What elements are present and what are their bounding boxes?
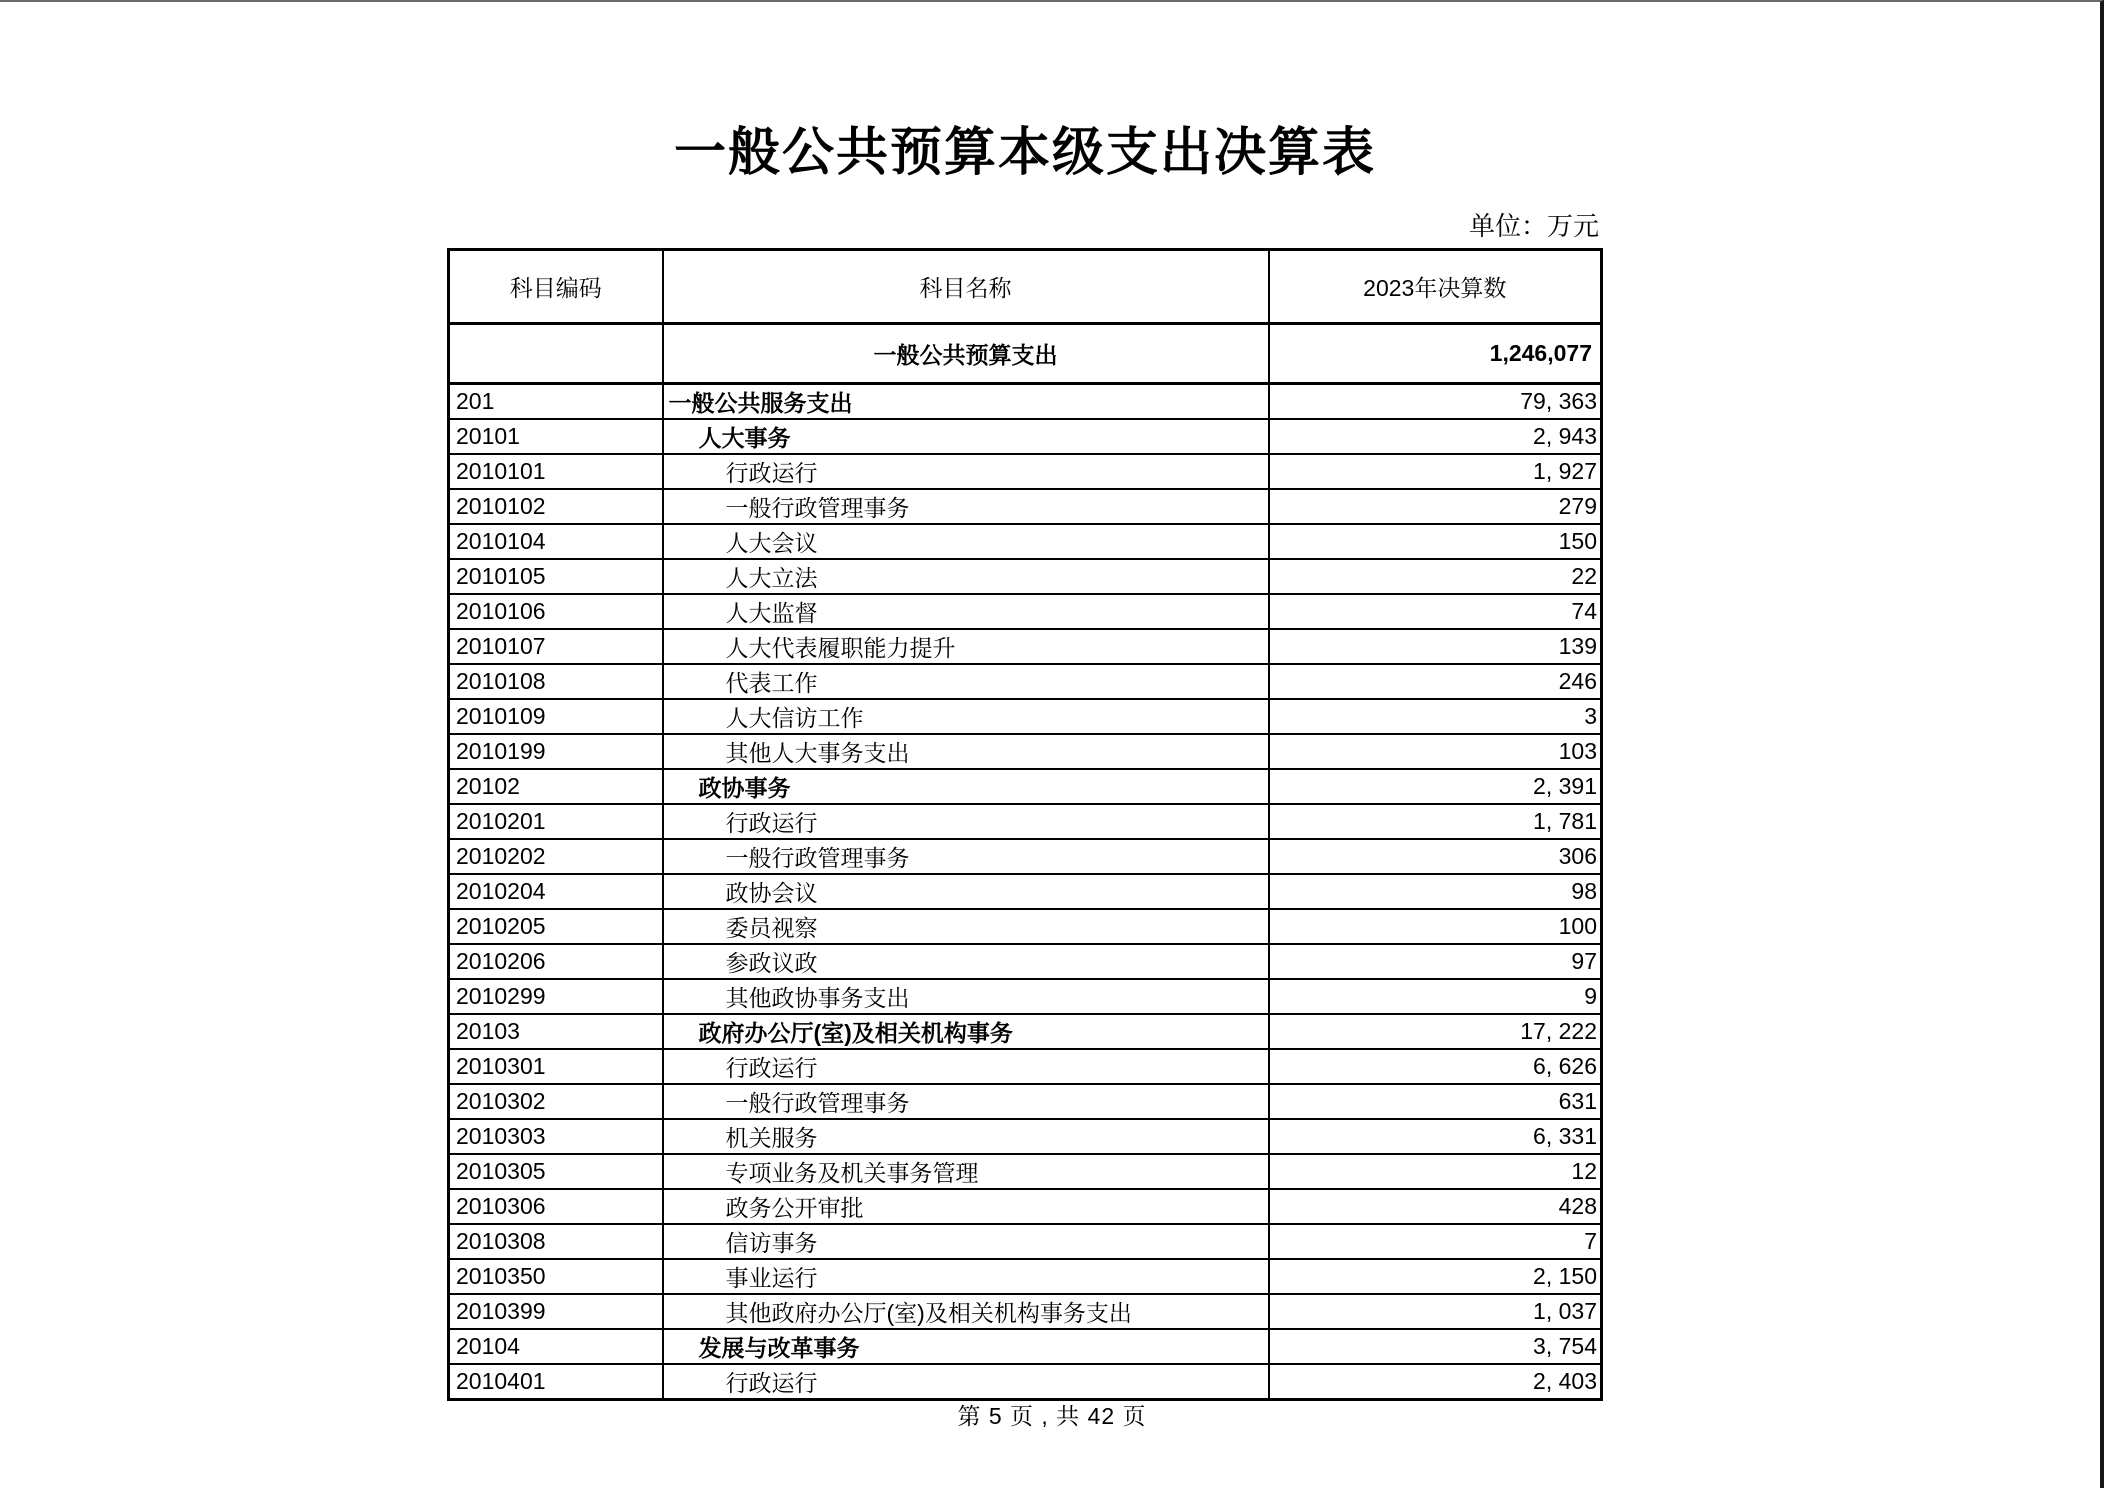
subject-name-cell: 人大会议 — [663, 524, 1269, 559]
table-row — [449, 1154, 1602, 1189]
value-cell: 1, 927 — [1269, 454, 1602, 489]
table-row — [449, 874, 1602, 909]
table-header-row — [449, 250, 1602, 324]
subject-code-cell: 2010306 — [449, 1189, 663, 1224]
subject-code-cell: 2010401 — [449, 1364, 663, 1400]
subject-code-cell: 2010104 — [449, 524, 663, 559]
subject-name-cell: 政务公开审批 — [663, 1189, 1269, 1224]
subject-name-cell: 人大监督 — [663, 594, 1269, 629]
value-cell: 22 — [1269, 559, 1602, 594]
subject-code-cell: 2010299 — [449, 979, 663, 1014]
value-cell: 279 — [1269, 489, 1602, 524]
subject-name-cell: 委员视察 — [663, 909, 1269, 944]
value-cell: 306 — [1269, 839, 1602, 874]
value-cell: 17, 222 — [1269, 1014, 1602, 1049]
value-cell: 2, 150 — [1269, 1259, 1602, 1294]
value-cell: 100 — [1269, 909, 1602, 944]
table-row — [449, 979, 1602, 1014]
table-row — [449, 489, 1602, 524]
subject-code-cell: 2010301 — [449, 1049, 663, 1084]
table-row — [449, 629, 1602, 664]
subject-code-cell — [449, 324, 663, 384]
table-row — [449, 1119, 1602, 1154]
subject-code-cell: 20104 — [449, 1329, 663, 1364]
value-cell: 98 — [1269, 874, 1602, 909]
value-cell: 631 — [1269, 1084, 1602, 1119]
value-cell: 79, 363 — [1269, 384, 1602, 420]
subject-code-cell: 2010303 — [449, 1119, 663, 1154]
value-cell: 1,246,077 — [1269, 324, 1602, 384]
subject-name-cell: 行政运行 — [663, 1364, 1269, 1400]
value-cell: 2, 943 — [1269, 419, 1602, 454]
subject-code-cell: 2010102 — [449, 489, 663, 524]
table-row — [449, 559, 1602, 594]
value-cell: 3 — [1269, 699, 1602, 734]
value-cell: 1, 781 — [1269, 804, 1602, 839]
subject-name-cell: 政府办公厅(室)及相关机构事务 — [663, 1014, 1269, 1049]
subject-code-cell: 2010199 — [449, 734, 663, 769]
table-row — [449, 594, 1602, 629]
table-row — [449, 1084, 1602, 1119]
subject-name-cell: 人大事务 — [663, 419, 1269, 454]
subject-code-cell: 2010206 — [449, 944, 663, 979]
table-row — [449, 419, 1602, 454]
budget-table — [447, 248, 1603, 1401]
subject-name-cell: 其他政协事务支出 — [663, 979, 1269, 1014]
table-row — [449, 384, 1602, 420]
subject-code-cell: 2010106 — [449, 594, 663, 629]
subject-name-cell: 一般行政管理事务 — [663, 839, 1269, 874]
subject-code-cell: 2010201 — [449, 804, 663, 839]
column-header-2023-final-amount: 2023年决算数 — [1269, 250, 1602, 324]
table-row — [449, 699, 1602, 734]
table-row — [449, 1014, 1602, 1049]
table-row — [449, 769, 1602, 804]
value-cell: 7 — [1269, 1224, 1602, 1259]
value-cell: 9 — [1269, 979, 1602, 1014]
table-row — [449, 324, 1602, 384]
table-row — [449, 1329, 1602, 1364]
subject-name-cell: 行政运行 — [663, 454, 1269, 489]
value-cell: 2, 403 — [1269, 1364, 1602, 1400]
column-header-subject-name: 科目名称 — [663, 250, 1269, 324]
subject-name-cell: 人大信访工作 — [663, 699, 1269, 734]
table-row — [449, 454, 1602, 489]
table-row — [449, 1049, 1602, 1084]
subject-code-cell: 20103 — [449, 1014, 663, 1049]
table-row — [449, 1224, 1602, 1259]
table-row — [449, 1294, 1602, 1329]
subject-code-cell: 2010350 — [449, 1259, 663, 1294]
subject-code-cell: 2010107 — [449, 629, 663, 664]
table-row — [449, 1189, 1602, 1224]
table-row — [449, 1259, 1602, 1294]
subject-code-cell: 20102 — [449, 769, 663, 804]
value-cell: 6, 626 — [1269, 1049, 1602, 1084]
subject-name-cell: 参政议政 — [663, 944, 1269, 979]
table-body — [449, 324, 1602, 1400]
subject-name-cell: 专项业务及机关事务管理 — [663, 1154, 1269, 1189]
value-cell: 139 — [1269, 629, 1602, 664]
subject-name-cell: 人大立法 — [663, 559, 1269, 594]
subject-name-cell: 一般行政管理事务 — [663, 1084, 1269, 1119]
table-row — [449, 804, 1602, 839]
subject-name-cell: 信访事务 — [663, 1224, 1269, 1259]
subject-code-cell: 2010204 — [449, 874, 663, 909]
subject-code-cell: 20101 — [449, 419, 663, 454]
value-cell: 1, 037 — [1269, 1294, 1602, 1329]
subject-code-cell: 2010205 — [449, 909, 663, 944]
value-cell: 150 — [1269, 524, 1602, 559]
subject-code-cell: 2010308 — [449, 1224, 663, 1259]
value-cell: 74 — [1269, 594, 1602, 629]
value-cell: 103 — [1269, 734, 1602, 769]
unit-label: 单位：万元 — [1468, 211, 1599, 241]
subject-name-cell: 代表工作 — [663, 664, 1269, 699]
value-cell: 246 — [1269, 664, 1602, 699]
subject-name-cell: 一般公共服务支出 — [663, 384, 1269, 420]
subject-code-cell: 2010202 — [449, 839, 663, 874]
subject-name-cell: 行政运行 — [663, 1049, 1269, 1084]
value-cell: 2, 391 — [1269, 769, 1602, 804]
subject-name-cell: 人大代表履职能力提升 — [663, 629, 1269, 664]
subject-code-cell: 201 — [449, 384, 663, 420]
subject-code-cell: 2010108 — [449, 664, 663, 699]
page-title: 一般公共预算本级支出决算表 — [673, 124, 1376, 182]
subject-name-cell: 一般行政管理事务 — [663, 489, 1269, 524]
subject-name-cell: 政协会议 — [663, 874, 1269, 909]
table-row — [449, 524, 1602, 559]
table-row — [449, 909, 1602, 944]
subject-code-cell: 2010109 — [449, 699, 663, 734]
table-row — [449, 734, 1602, 769]
subject-name-cell: 事业运行 — [663, 1259, 1269, 1294]
subject-code-cell: 2010305 — [449, 1154, 663, 1189]
subject-name-cell: 机关服务 — [663, 1119, 1269, 1154]
subject-code-cell: 2010101 — [449, 454, 663, 489]
table-row — [449, 944, 1602, 979]
value-cell: 3, 754 — [1269, 1329, 1602, 1364]
table-row — [449, 1364, 1602, 1400]
subject-name-cell: 政协事务 — [663, 769, 1269, 804]
subject-code-cell: 2010302 — [449, 1084, 663, 1119]
subject-name-cell: 一般公共预算支出 — [663, 324, 1269, 384]
subject-name-cell: 其他政府办公厅(室)及相关机构事务支出 — [663, 1294, 1269, 1329]
subject-name-cell: 发展与改革事务 — [663, 1329, 1269, 1364]
subject-name-cell: 行政运行 — [663, 804, 1269, 839]
value-cell: 12 — [1269, 1154, 1602, 1189]
value-cell: 428 — [1269, 1189, 1602, 1224]
table-row — [449, 839, 1602, 874]
subject-code-cell: 2010105 — [449, 559, 663, 594]
page-number-footer: 第 5 页 , 共 42 页 — [957, 1403, 1147, 1429]
value-cell: 6, 331 — [1269, 1119, 1602, 1154]
subject-code-cell: 2010399 — [449, 1294, 663, 1329]
column-header-subject-code: 科目编码 — [449, 250, 663, 324]
table-row — [449, 664, 1602, 699]
subject-name-cell: 其他人大事务支出 — [663, 734, 1269, 769]
value-cell: 97 — [1269, 944, 1602, 979]
